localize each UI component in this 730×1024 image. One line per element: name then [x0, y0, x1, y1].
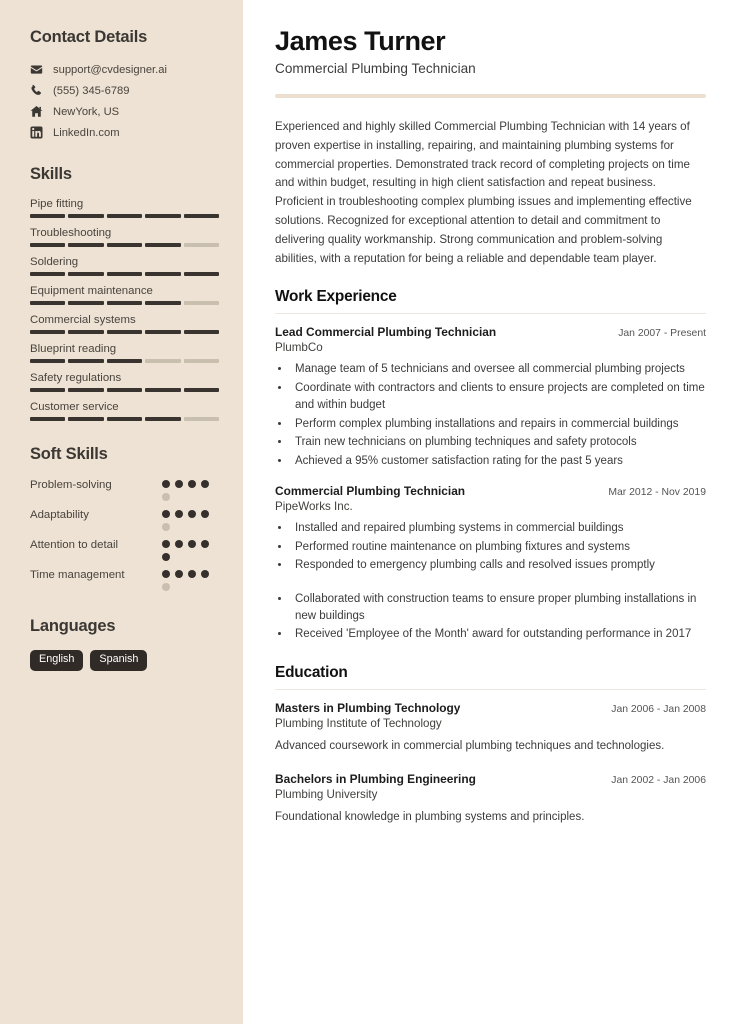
skill-bar-segment	[107, 359, 142, 363]
bullet-item: • Collaborated with construction teams to ensure proper plumbing installations in new buildings	[291, 591, 706, 626]
skill-bar-segment	[68, 243, 103, 247]
soft-skill-name: Problem-solving	[30, 479, 112, 491]
education-entry-school: Plumbing University	[275, 787, 378, 801]
rating-dot	[162, 510, 170, 518]
work-entry-bullets	[291, 520, 706, 644]
soft-skill-item	[30, 508, 219, 531]
work-experience-heading: Work Experience	[275, 288, 706, 314]
rating-dot	[188, 540, 196, 548]
skill-bar-segment	[184, 388, 219, 392]
skill-level-bar	[30, 243, 219, 247]
skill-bar-segment	[30, 388, 65, 392]
education-entry-description: Foundational knowledge in plumbing systems and principles.	[275, 810, 585, 823]
bullet-item: • Coordinate with contractors and clients to ensure projects are completed on time and within budget	[291, 380, 706, 415]
skill-level-bar	[30, 330, 219, 334]
skill-name: Safety regulations	[30, 372, 122, 384]
education-heading: Education	[275, 664, 706, 690]
skill-bar-segment	[145, 417, 180, 421]
skill-bar-segment	[30, 359, 65, 363]
rating-dot	[162, 553, 170, 561]
skill-item	[30, 285, 219, 305]
skill-name: Pipe fitting	[30, 198, 84, 210]
skill-bar-segment	[68, 214, 103, 218]
education-entry-school: Plumbing Institute of Technology	[275, 716, 442, 730]
rating-dot	[188, 570, 196, 578]
contact-item-text: LinkedIn.com	[53, 126, 120, 139]
work-entry-company: PipeWorks Inc.	[275, 500, 353, 514]
skill-name: Troubleshooting	[30, 227, 112, 239]
work-entry-header	[275, 325, 706, 339]
skill-level-bar	[30, 359, 219, 363]
contact-item[interactable]	[30, 105, 219, 118]
skill-bar-segment	[184, 330, 219, 334]
header-accent-divider	[275, 94, 706, 98]
rating-dot	[162, 480, 170, 488]
skill-item	[30, 227, 219, 247]
skill-bar-segment	[145, 359, 180, 363]
skill-bar-segment	[145, 272, 180, 276]
skill-bar-segment	[30, 301, 65, 305]
skill-bar-segment	[145, 243, 180, 247]
sidebar	[0, 0, 243, 1024]
work-entry-company: PlumbCo	[275, 341, 323, 355]
linkedin-icon	[30, 126, 43, 139]
bullet-item: • Performed routine maintenance on plumbing fixtures and systems	[291, 539, 706, 556]
bullet-item: • Installed and repaired plumbing systems in commercial buildings	[291, 520, 706, 537]
skill-bar-segment	[68, 388, 103, 392]
skills-heading: Skills	[30, 165, 72, 183]
education-entry-date: Jan 2002 - Jan 2006	[611, 774, 706, 786]
skill-level-bar	[30, 388, 219, 392]
soft-skill-rating-dots	[162, 538, 219, 561]
skill-bar-segment	[107, 301, 142, 305]
contact-item[interactable]	[30, 126, 219, 139]
skill-name: Customer service	[30, 401, 119, 413]
skill-item	[30, 343, 219, 363]
languages-section	[30, 617, 219, 671]
work-experience-section	[275, 288, 706, 644]
work-entry-date: Mar 2012 - Nov 2019	[608, 487, 706, 499]
skill-bar-segment	[184, 243, 219, 247]
skill-bar-segment	[68, 330, 103, 334]
bullet-item: • Train new technicians on plumbing techniques and safety protocols	[291, 434, 706, 451]
skill-name: Equipment maintenance	[30, 285, 153, 297]
soft-skill-item	[30, 538, 219, 561]
skill-bar-segment	[184, 272, 219, 276]
contact-list	[30, 63, 219, 139]
contact-details-heading: Contact Details	[30, 28, 148, 46]
skill-bar-segment	[68, 359, 103, 363]
skill-bar-segment	[30, 330, 65, 334]
skill-bar-segment	[107, 243, 142, 247]
skill-item	[30, 314, 219, 334]
bullet-item: • Manage team of 5 technicians and oversee all commercial plumbing projects	[291, 361, 706, 378]
skill-bar-segment	[107, 388, 142, 392]
skill-bar-segment	[145, 301, 180, 305]
main-content	[243, 0, 730, 1024]
work-entry-role: Commercial Plumbing Technician	[275, 484, 466, 499]
skill-level-bar	[30, 272, 219, 276]
rating-dot	[162, 570, 170, 578]
resume-header	[275, 26, 706, 98]
candidate-job-title: Commercial Plumbing Technician	[275, 61, 476, 77]
skill-bar-segment	[184, 214, 219, 218]
skill-name: Soldering	[30, 256, 79, 268]
skill-item	[30, 372, 219, 392]
skill-bar-segment	[68, 301, 103, 305]
work-entry-date: Jan 2007 - Present	[618, 328, 706, 340]
education-entry	[275, 701, 706, 756]
skill-bar-segment	[184, 417, 219, 421]
rating-dot	[201, 540, 209, 548]
skill-level-bar	[30, 417, 219, 421]
languages-list	[30, 650, 219, 671]
skill-bar-segment	[30, 243, 65, 247]
bullet-item: • Responded to emergency plumbing calls and resolved issues promptly	[291, 557, 706, 574]
skill-bar-segment	[30, 272, 65, 276]
education-entry-header	[275, 701, 706, 715]
bullet-item: • Received 'Employee of the Month' award for outstanding performance in 2017	[291, 626, 706, 643]
skill-bar-segment	[68, 272, 103, 276]
soft-skill-name: Attention to detail	[30, 539, 119, 551]
contact-item-text: NewYork, US	[53, 105, 120, 118]
education-entry-description: Advanced coursework in commercial plumbing techniques and technologies.	[275, 739, 665, 752]
rating-dot	[188, 510, 196, 518]
soft-skills-heading: Soft Skills	[30, 445, 108, 463]
contact-details-section	[30, 28, 219, 139]
professional-summary: Experienced and highly skilled Commercial Plumbing Technician with 14 years of proven expertise in installing, repairing, and maintaining plumbing systems for commercial properties. Demonstrated track record of completing projects on time and within budget, resulting in high client satisfaction and repeat business. Proficient in troubleshooting complex plumbing issues and implementing effective solutions. Recognized for exceptional attention to detail and commitment to delivering quality workmanship. Strong communication and problem-solving abilities, with a reputation for being a reliable and dependable team player.	[275, 120, 692, 265]
phone-icon	[30, 84, 43, 97]
skill-item	[30, 401, 219, 421]
contact-item[interactable]	[30, 63, 219, 76]
work-entry-bullets	[291, 361, 706, 470]
skill-bar-segment	[30, 214, 65, 218]
skill-name: Blueprint reading	[30, 343, 117, 355]
soft-skill-rating-dots	[162, 508, 219, 531]
education-entry-header	[275, 772, 706, 786]
education-entry-degree: Masters in Plumbing Technology	[275, 700, 461, 715]
contact-item[interactable]	[30, 84, 219, 97]
skills-list	[30, 198, 219, 421]
skill-bar-segment	[107, 330, 142, 334]
skill-item	[30, 256, 219, 276]
education-entry-date: Jan 2006 - Jan 2008	[611, 703, 706, 715]
contact-item-text: support@cvdesigner.ai	[53, 63, 167, 76]
rating-dot	[162, 540, 170, 548]
skill-bar-segment	[107, 417, 142, 421]
language-chip[interactable]: Spanish	[90, 650, 147, 671]
envelope-icon	[30, 63, 43, 76]
work-entry-list	[275, 325, 706, 644]
education-entry-degree: Bachelors in Plumbing Engineering	[275, 771, 476, 786]
skill-bar-segment	[107, 272, 142, 276]
languages-heading: Languages	[30, 617, 116, 635]
soft-skill-name: Time management	[30, 569, 125, 581]
work-entry-role: Lead Commercial Plumbing Technician	[275, 325, 497, 340]
bullet-item: • Achieved a 95% customer satisfaction rating for the past 5 years	[291, 453, 706, 470]
bullet-item: • Perform complex plumbing installations and repairs in commercial buildings	[291, 416, 706, 433]
skill-bar-segment	[184, 359, 219, 363]
soft-skill-rating-dots	[162, 568, 219, 591]
rating-dot	[175, 480, 183, 488]
rating-dot	[175, 540, 183, 548]
skill-level-bar	[30, 301, 219, 305]
skill-item	[30, 198, 219, 218]
skill-bar-segment	[145, 214, 180, 218]
rating-dot	[188, 480, 196, 488]
education-entry	[275, 772, 706, 827]
soft-skill-rating-dots	[162, 478, 219, 501]
soft-skill-item	[30, 568, 219, 591]
education-section	[275, 664, 706, 827]
rating-dot	[201, 480, 209, 488]
contact-item-text: (555) 345-6789	[53, 84, 130, 97]
soft-skill-name: Adaptability	[30, 509, 89, 521]
work-entry	[275, 484, 706, 644]
skills-section	[30, 165, 219, 421]
skill-bar-segment	[30, 417, 65, 421]
skill-bar-segment	[68, 417, 103, 421]
soft-skills-section	[30, 445, 219, 591]
rating-dot	[162, 583, 170, 591]
language-chip[interactable]: English	[30, 650, 83, 671]
candidate-name: James Turner	[275, 26, 446, 56]
home-icon	[30, 105, 43, 118]
skill-name: Commercial systems	[30, 314, 136, 326]
rating-dot	[162, 493, 170, 501]
rating-dot	[175, 510, 183, 518]
skill-bar-segment	[184, 301, 219, 305]
soft-skill-item	[30, 478, 219, 501]
rating-dot	[162, 523, 170, 531]
rating-dot	[201, 510, 209, 518]
skill-level-bar	[30, 214, 219, 218]
rating-dot	[175, 570, 183, 578]
skill-bar-segment	[145, 388, 180, 392]
education-entry-list	[275, 701, 706, 827]
skill-bar-segment	[107, 214, 142, 218]
rating-dot	[201, 570, 209, 578]
skill-bar-segment	[145, 330, 180, 334]
work-entry-header	[275, 484, 706, 498]
work-entry	[275, 325, 706, 470]
soft-skills-list	[30, 478, 219, 591]
